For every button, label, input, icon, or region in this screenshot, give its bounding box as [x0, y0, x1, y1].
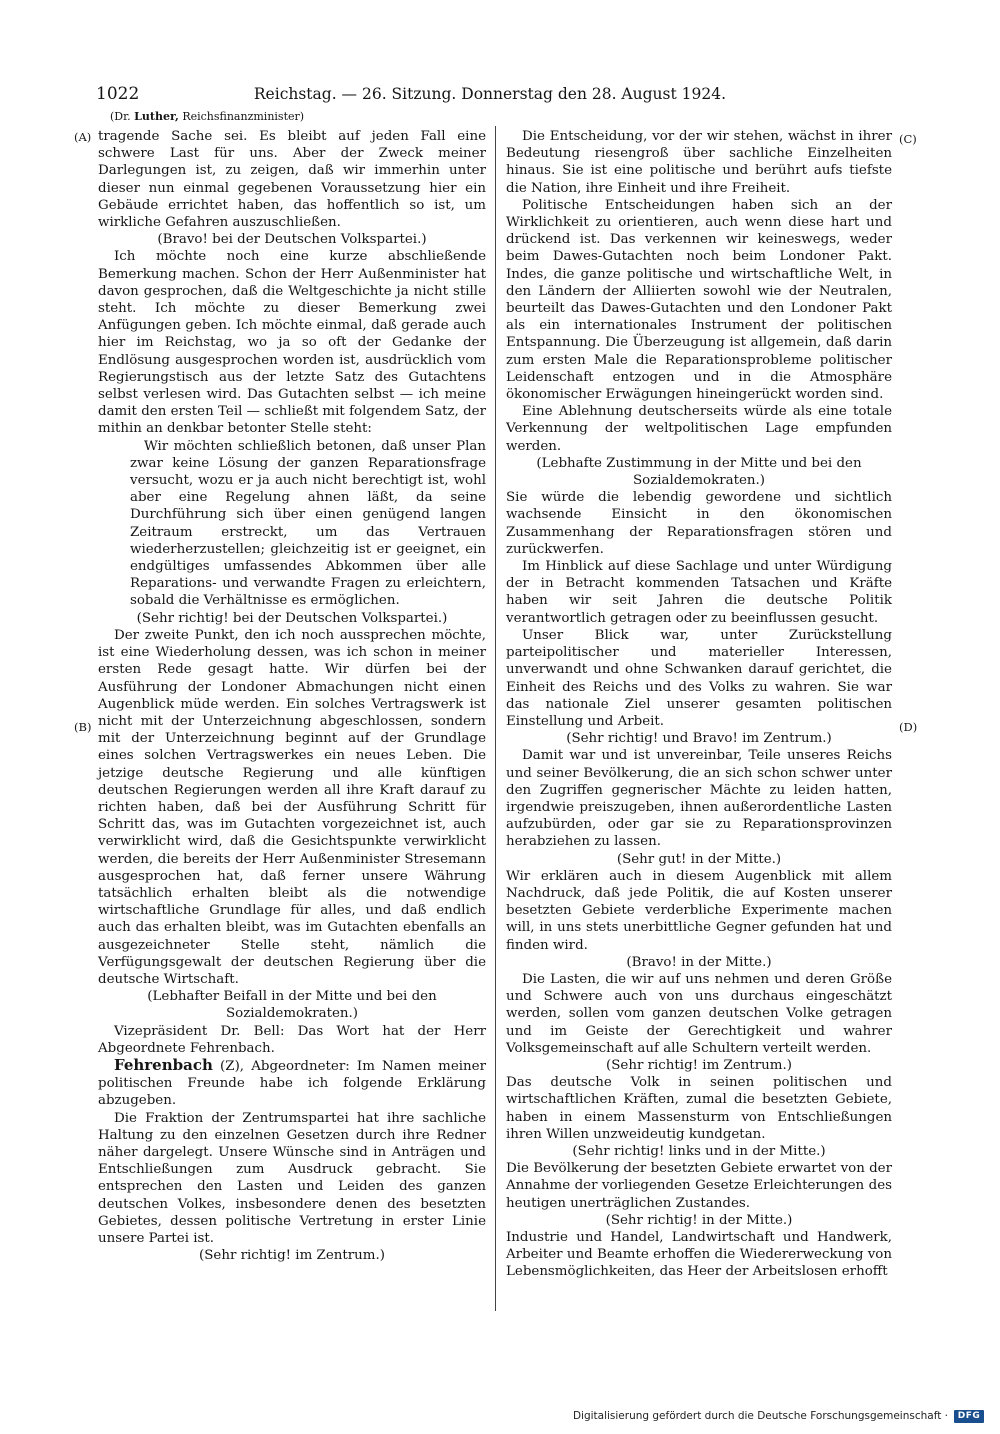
- paragraph: tragende Sache sei. Es bleibt auf jeden Fall eine schwere Last für uns. Aber der Zweck meiner Darlegungen ist, zu zeigen, daß wir immerhin unter dieser nun einmal gegebenen Voraussetzung hier ein Gebäude errichtet haben, das hoffentlich so ist, um wirkliche Gefahren auszuschließen.: [98, 129, 486, 231]
- speaker-name: Fehrenbach: [114, 1055, 213, 1074]
- interjection: (Bravo! bei der Deutschen Volkspartei.): [157, 232, 427, 248]
- paragraph: Unser Blick war, unter Zurückstellung parteipolitischer und materieller Interessen, unverwandt und ohne Schwanken darauf gerichtet, die Einheit des Reichs und des Volks zu wahren. Sie war das nationale Ziel unserer gesamten politischen Einstellung und Arbeit.: [506, 627, 892, 729]
- paragraph: Die Bevölkerung der besetzten Gebiete erwartet von der Annahme der vorliegenden Gesetze Erleichterungen des heutigen unerträglichen Zustandes.: [506, 1161, 892, 1211]
- running-name-prefix: (Dr.: [110, 110, 131, 123]
- interjection: (Lebhafter Beifall in der Mitte und bei den Sozialdemokraten.): [147, 989, 437, 1022]
- running-speaker-name: [110, 110, 304, 123]
- paragraph: Sie würde die lebendig gewordene und sichtlich wachsende Einsicht in den ökonomischen Zusammenhang der Reparationsfragen stören und zurückwerfen.: [506, 490, 892, 557]
- quoted-passage: Wir möchten schließlich betonen, daß unser Plan zwar keine Lösung der ganzen Reparationsfrage versucht, wozu er ja auch nicht berechtigt ist, wohl aber eine Regelung ahnen läßt, da seine Durchführung sich über einen genügend langen Zeitraum erstreckt, um das Vertrauen wiederherzustellen; gleichzeitig ist er geeignet, ein endgültiges umfassendes Abkommen über alle Reparations- und verwandte Fragen zu erleichtern, sobald die Verhältnisse es ermöglichen.: [130, 438, 486, 609]
- page-header: [96, 84, 726, 108]
- interjection: (Sehr richtig! bei der Deutschen Volkspartei.): [136, 610, 448, 626]
- column-divider: [495, 126, 496, 1311]
- dfg-logo-icon: DFG: [954, 1410, 984, 1423]
- paragraph: Vizepräsident Dr. Bell: Das Wort hat der Herr Abgeordnete Fehrenbach.: [98, 1023, 486, 1056]
- paragraph: Die Lasten, die wir auf uns nehmen und deren Größe und Schwere auch von uns durchaus eingeschätzt werden, sollen vom ganzen deutschen Volke getragen und im Geiste der Gerechtigkeit und wahrer Volksgemeinschaft auf alle Schultern verteilt werden.: [506, 971, 892, 1056]
- paragraph: Industrie und Handel, Landwirtschaft und Handwerk, Arbeiter und Beamte erhoffen die Wiedererweckung von Lebensmöglichkeiten, das Heer der Arbeitslosen erhofft: [506, 1230, 892, 1280]
- interjection: (Sehr richtig! in der Mitte.): [605, 1212, 793, 1228]
- footer-credit: [573, 1408, 984, 1424]
- page-header-title: Reichstag. — 26. Sitzung. Donnerstag den 28. August 1924.: [253, 85, 726, 103]
- running-name-role: Reichsfinanzminister): [182, 110, 305, 123]
- paragraph: Wir erklären auch in diesem Augenblick mit allem Nachdruck, daß jede Politik, die auf Kosten unserer besetzten Gebiete verderbliche Experimente machen will, in uns stets unerbittliche Gegner gefunden hat und finden wird.: [506, 868, 892, 953]
- paragraph: Die Fraktion der Zentrumspartei hat ihre sachliche Haltung zu den einzelnen Gesetzen durch ihre Redner näher dargelegt. Unsere Wünsche sind in Anträgen und Entschließungen zum Ausdruck gebracht. Sie entsprechen den Lasten und Leiden des ganzen deutschen Volkes, insbesondere denen des besetzten Gebietes, dessen politische Vertretung in erster Linie unsere Partei ist.: [98, 1110, 486, 1246]
- paragraph: Das deutsche Volk in seinen politischen und wirtschaftlichen Kräften, zumal die besetzten Gebiete, haben in einem Massensturm von Entschließungen ihren Willen unzweideutig kundgetan.: [506, 1075, 892, 1142]
- margin-mark-b: (B): [74, 720, 92, 734]
- paragraph: Eine Ablehnung deutscherseits würde als eine totale Verkennung der weltpolitischen Lage empfunden werden.: [506, 404, 892, 454]
- interjection: (Sehr gut! in der Mitte.): [616, 851, 782, 867]
- interjection: (Sehr richtig! im Zentrum.): [199, 1248, 385, 1264]
- margin-mark-a: (A): [74, 130, 92, 144]
- interjection: (Sehr richtig! links und in der Mitte.): [572, 1143, 826, 1159]
- interjection: (Bravo! in der Mitte.): [626, 954, 772, 970]
- right-text-column: [506, 128, 892, 1281]
- margin-mark-c: (C): [899, 132, 917, 146]
- interjection: (Sehr richtig! und Bravo! im Zentrum.): [566, 731, 832, 747]
- paragraph: Damit war und ist unvereinbar, Teile unseres Reichs und seiner Bevölkerung, die an sich schon schwer unter den Zugriffen gegnerischer Mächte zu leiden hatten, irgendwie preiszugeben, ihnen außerordentliche Lasten aufzubürden, oder gar sie zu Reparationsprovinzen herabziehen zu lassen.: [506, 748, 892, 850]
- page-number: 1022: [96, 84, 140, 104]
- paragraph: Der zweite Punkt, den ich noch aussprechen möchte, ist eine Wiederholung dessen, was ich schon in meiner ersten Rede gesagt hatte. Wir dürfen bei der Ausführung der Londoner Abmachungen nicht einen Augenblick müde werden. Ein solches Vertragswerk ist nicht mit der Unterzeichnung abgeschlossen, sondern mit der Unterzeichnung beginnt auf der Grundlage eines solchen Vertragswerkes ein neues Leben. Die jetzige deutsche Regierung und alle künftigen deutschen Regierungen werden all ihre Kraft darauf zu richten haben, daß bei der Ausführung Schritt für Schritt das, was im Gutachten vorgezeichnet ist, auch verwirklicht wird, daß die Gesichtspunkte verwirklicht werden, die bereits der Herr Außenminister Stresemann ausgesprochen hat, daß ferner unsere Währung tatsächlich erhalten bleibt als die notwendige wirtschaftliche Grundlage für alles, und daß endlich auch das erhalten bleibt, was im Gutachten ebenfalls an ausgezeichneter Stelle steht, nämlich die Verfügungsgewalt der deutschen Regierung über die deutsche Wirtschaft.: [98, 627, 486, 987]
- running-name-speaker: Luther,: [134, 110, 179, 123]
- speaker-text: (Z), Abgeordneter: Im Namen meiner politischen Freunde habe ich folgende Erklärung abzugeben.: [98, 1058, 486, 1109]
- paragraph: Politische Entscheidungen haben sich an der Wirklichkeit zu orientieren, auch wenn diese hart und drückend ist. Das verkennen wir keineswegs, weder beim Dawes-Gutachten noch beim Londoner Pakt. Indes, die ganze politische und wirtschaftliche Welt, in den Ländern der Alliierten sowohl wie der Neutralen, beurteilt das Dawes-Gutachten und den Londoner Pakt als ein internationales Instrument der politischen Entspannung. Die Überzeugung ist allgemein, daß darin zum ersten Male die Reparationsprobleme politischer Leidenschaft entzogen und in die Atmosphäre ökonomischer Erwägungen hineingerückt worden sind.: [506, 197, 892, 403]
- paragraph: Die Entscheidung, vor der wir stehen, wächst in ihrer Bedeutung riesengroß über sachliche Einzelheiten hinaus. Sie ist eine politische und berührt aufs tiefste die Nation, ihre Einheit und ihre Freiheit.: [506, 129, 892, 196]
- footer-text: Digitalisierung gefördert durch die Deutsche Forschungsgemeinschaft ·: [572, 1410, 948, 1422]
- interjection: (Lebhafte Zustimmung in der Mitte und bei den Sozialdemokraten.): [536, 455, 862, 489]
- speaker-paragraph: [98, 1057, 486, 1110]
- left-text-column: [98, 128, 486, 1264]
- paragraph: Im Hinblick auf diese Sachlage und unter Würdigung der in Betracht kommenden Tatsachen und Kräfte haben wir seit Jahren die deutsche Politik verantwortlich getragen oder zu beeinflussen gesucht.: [506, 559, 892, 626]
- margin-mark-d: (D): [899, 720, 918, 734]
- interjection: (Sehr richtig! im Zentrum.): [606, 1057, 792, 1073]
- paragraph: Ich möchte noch eine kurze abschließende Bemerkung machen. Schon der Herr Außenminister hat davon gesprochen, daß die Weltgeschichte ja nicht stille steht. Ich möchte zu dieser Bemerkung zwei Anfügungen geben. Ich möchte einmal, daß gerade auch hier im Reichstag, wo ja so oft der Gedanke der Endlösung ausgesprochen worden ist, ausdrücklich vom Regierungstisch aus der letzte Satz des Gutachtens selbst verlesen wird. Das Gutachten selbst — ich meine damit den ersten Teil — schließt mit folgendem Satz, der mithin an denkbar betonter Stelle steht:: [98, 249, 486, 437]
